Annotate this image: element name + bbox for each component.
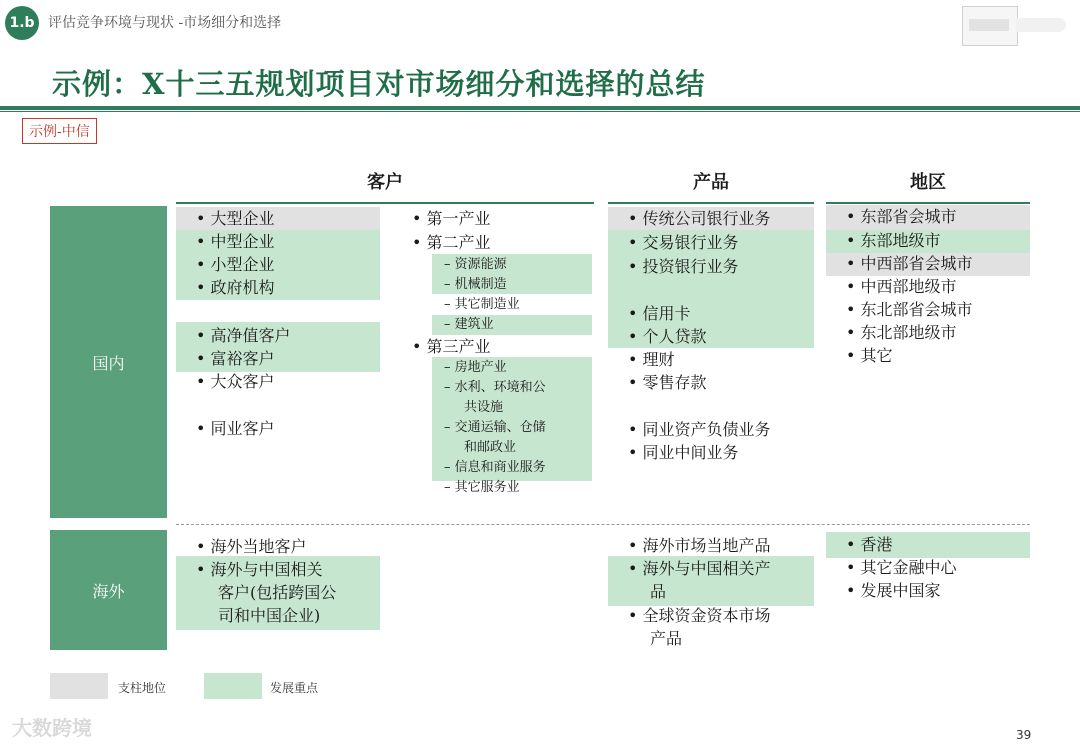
- list-item: • 中西部地级市: [846, 277, 957, 296]
- column-header-region: 地区: [910, 172, 946, 193]
- list-item: • 个人贷款: [628, 327, 707, 346]
- list-item: • 高净值客户: [196, 326, 291, 345]
- page-number: 39: [1016, 728, 1032, 742]
- sub-item: – 其它制造业: [444, 297, 520, 312]
- sub-item: – 水利、环境和公: [444, 380, 546, 395]
- sub-item: – 其它服务业: [444, 480, 520, 495]
- breadcrumb: 评估竞争环境与现状 -市场细分和选择: [48, 15, 282, 31]
- sub-item: – 信息和商业服务: [444, 460, 546, 475]
- sub-item: – 机械制造: [444, 277, 507, 292]
- row-label-domestic: 国内: [50, 206, 167, 518]
- list-item: • 中型企业: [196, 232, 275, 251]
- legend-swatch-pillar: [50, 673, 108, 699]
- column-header-product: 产品: [693, 172, 729, 193]
- list-item: • 其它: [846, 346, 893, 365]
- page-title: 示例：X十三五规划项目对市场细分和选择的总结: [52, 67, 706, 101]
- logo-image: [962, 6, 1018, 46]
- list-item: • 第一产业: [412, 209, 491, 228]
- list-item: 司和中国企业): [218, 606, 321, 625]
- list-item: • 大众客户: [196, 372, 275, 391]
- list-item: • 小型企业: [196, 255, 275, 274]
- sub-item: 共设施: [464, 400, 504, 415]
- list-item: • 中西部省会城市: [846, 254, 973, 273]
- list-item: • 海外当地客户: [196, 537, 307, 556]
- list-item: • 发展中国家: [846, 581, 941, 600]
- list-item: • 传统公司银行业务: [628, 209, 771, 228]
- column-header-customer: 客户: [367, 172, 403, 193]
- list-item: • 东部省会城市: [846, 207, 957, 226]
- section-badge: 1.b: [5, 6, 39, 40]
- list-item: • 交易银行业务: [628, 233, 739, 252]
- sub-item: – 建筑业: [444, 317, 494, 332]
- row-separator: [176, 524, 1030, 525]
- legend-label-focus: 发展重点: [270, 681, 319, 695]
- watermark: 大数跨境: [12, 716, 92, 740]
- sub-item: – 资源能源: [444, 257, 507, 272]
- list-item: • 投资银行业务: [628, 257, 739, 276]
- legend-label-pillar: 支柱地位: [118, 681, 167, 695]
- sub-item: 和邮政业: [464, 440, 517, 455]
- list-item: 品: [650, 582, 667, 601]
- list-item: • 大型企业: [196, 209, 275, 228]
- list-item: • 零售存款: [628, 373, 707, 392]
- list-item: • 富裕客户: [196, 349, 275, 368]
- list-item: • 其它金融中心: [846, 558, 957, 577]
- column-rule-region: [826, 202, 1030, 204]
- row-label-overseas: 海外: [50, 530, 167, 650]
- legend-swatch-focus: [204, 673, 262, 699]
- sub-item: – 交通运输、仓储: [444, 420, 546, 435]
- title-divider: [0, 106, 1080, 110]
- sub-item: – 房地产业: [444, 360, 507, 375]
- list-item: • 同业客户: [196, 419, 275, 438]
- list-item: • 第三产业: [412, 337, 491, 356]
- list-item: • 同业资产负债业务: [628, 420, 771, 439]
- title-divider-thin: [0, 111, 1080, 112]
- list-item: 产品: [650, 629, 683, 648]
- logo-image-tail: [1016, 18, 1066, 32]
- list-item: • 海外与中国相关: [196, 560, 323, 579]
- list-item: • 信用卡: [628, 304, 691, 323]
- list-item: • 全球资金资本市场: [628, 606, 771, 625]
- example-tag: 示例-中信: [22, 118, 97, 144]
- list-item: • 香港: [846, 535, 893, 554]
- column-rule-product: [608, 202, 814, 204]
- list-item: • 同业中间业务: [628, 443, 739, 462]
- list-item: • 东部地级市: [846, 231, 941, 250]
- list-item: • 海外市场当地产品: [628, 536, 771, 555]
- column-rule-customer: [176, 202, 594, 204]
- list-item: • 理财: [628, 350, 675, 369]
- list-item: • 东北部省会城市: [846, 300, 973, 319]
- list-item: • 政府机构: [196, 278, 275, 297]
- list-item: 客户(包括跨国公: [218, 583, 337, 602]
- list-item: • 东北部地级市: [846, 323, 957, 342]
- list-item: • 海外与中国相关产: [628, 559, 771, 578]
- list-item: • 第二产业: [412, 233, 491, 252]
